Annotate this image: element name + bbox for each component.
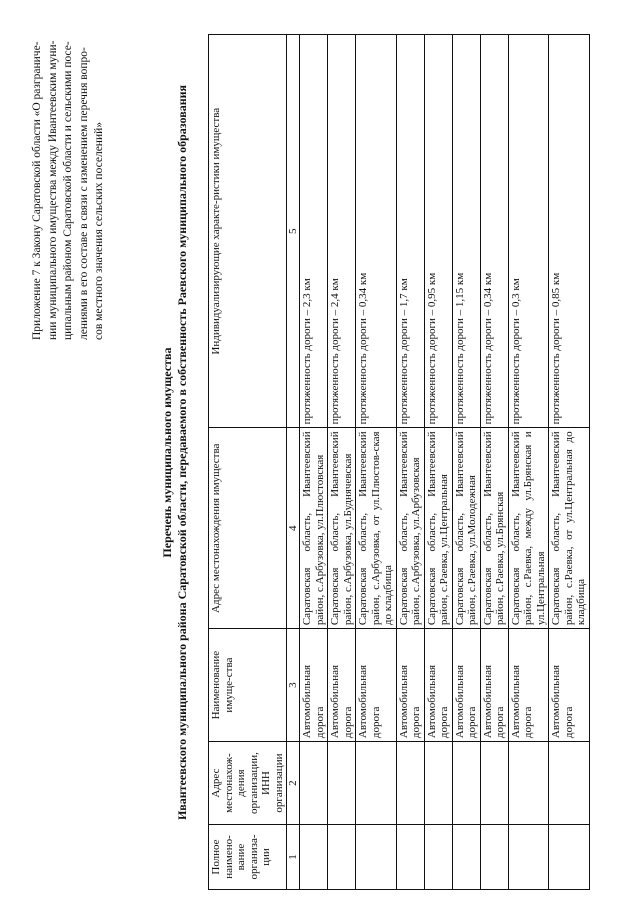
appendix-note [30, 40, 108, 340]
property-specs-cell: протяженность дороги – 0,34 км [480, 35, 508, 428]
table-header-row [209, 35, 287, 890]
property-specs-cell: протяженность дороги – 0,85 км [549, 35, 590, 428]
org-name-cell [356, 825, 397, 890]
table-body [300, 35, 590, 890]
property-address-cell: Саратовская область, Ивантеевский район, с.Арбузовка, ул.Плюстовская [300, 428, 328, 629]
org-address-cell [356, 742, 397, 825]
property-name-cell: Автомобильная дорога [328, 629, 356, 742]
org-name-cell [508, 825, 549, 890]
property-address-cell: Саратовская область, Ивантеевский район, с.Раевка, ул.Центральная [424, 428, 452, 629]
document-title [160, 30, 190, 875]
appendix-line: нии муниципального имущества между Ивантеевским муни- [46, 40, 59, 340]
property-address-cell: Саратовская область, Ивантеевский район, с.Раевка, ул.Молодежная [452, 428, 480, 629]
table-row [396, 35, 424, 890]
property-address-cell: Саратовская область, Ивантеевский район, с.Раевка, между ул.Брянская и ул.Центральная [508, 428, 549, 629]
property-address-cell: Саратовская область, Ивантеевский район, с.Раевка, ул.Брянская [480, 428, 508, 629]
title-line-1: Перечень муниципального имущества [160, 347, 174, 558]
property-specs-cell: протяженность дороги – 0,95 км [424, 35, 452, 428]
property-name-cell: Автомобильная дорога [300, 629, 328, 742]
property-specs-cell: протяженность дороги – 2,3 км [300, 35, 328, 428]
org-address-cell [549, 742, 590, 825]
header-property-name: Наименование имуще-ства [209, 629, 287, 742]
table-row [424, 35, 452, 890]
column-number-row [287, 35, 300, 890]
property-name-cell: Автомобильная дорога [452, 629, 480, 742]
property-name-cell: Автомобильная дорога [508, 629, 549, 742]
org-name-cell [328, 825, 356, 890]
property-specs-cell: протяженность дороги – 2,4 км [328, 35, 356, 428]
property-specs-cell: протяженность дороги – 1,7 км [396, 35, 424, 428]
org-name-cell [424, 825, 452, 890]
column-number: 5 [287, 35, 300, 428]
header-property-address: Адрес местонахождения имущества [209, 428, 287, 629]
org-address-cell [424, 742, 452, 825]
org-name-cell [300, 825, 328, 890]
property-name-cell: Автомобильная дорога [424, 629, 452, 742]
org-name-cell [452, 825, 480, 890]
org-name-cell [549, 825, 590, 890]
org-name-cell [480, 825, 508, 890]
property-name-cell: Автомобильная дорога [356, 629, 397, 742]
property-name-cell: Автомобильная дорога [480, 629, 508, 742]
org-address-cell [328, 742, 356, 825]
property-table [208, 34, 590, 890]
property-specs-cell: протяженность дороги – 1,15 км [452, 35, 480, 428]
table-row [508, 35, 549, 890]
header-org-address: Адрес местонахож-дения организации, ИНН организации [209, 742, 287, 825]
header-property-specs: Индивидуализирующие характе-ристики имущества [209, 35, 287, 428]
table-row [328, 35, 356, 890]
org-address-cell [452, 742, 480, 825]
appendix-line: Приложение 7 к Закону Саратовской области «О разграниче- [31, 41, 43, 340]
column-number: 1 [287, 825, 300, 890]
column-number: 3 [287, 629, 300, 742]
table-row [300, 35, 328, 890]
header-org-name: Полное наимено-вание организа-ции [209, 825, 287, 890]
column-number: 2 [287, 742, 300, 825]
org-address-cell [396, 742, 424, 825]
property-name-cell: Автомобильная дорога [396, 629, 424, 742]
org-name-cell [396, 825, 424, 890]
column-number: 4 [287, 428, 300, 629]
title-line-2: Ивантеевского муниципального района Саратовской области, передаваемого в собственность Раевского муниципального образования [175, 84, 189, 821]
property-name-cell: Автомобильная дорога [549, 629, 590, 742]
appendix-line: ципальным районом Саратовской области и сельскими посе- [62, 41, 74, 340]
property-address-cell: Саратовская область, Ивантеевский район, с.Арбузовка, ул.Арбузовская [396, 428, 424, 629]
table-row [356, 35, 397, 890]
table-row [452, 35, 480, 890]
property-specs-cell: протяженность дороги – 0,3 км [508, 35, 549, 428]
org-address-cell [508, 742, 549, 825]
org-address-cell [300, 742, 328, 825]
property-address-cell: Саратовская область, Ивантеевский район, с.Арбузовка, от ул.Плюстов-ская до кладбища [356, 428, 397, 629]
property-address-cell: Саратовская область, Ивантеевский район, с.Раевка, от ул.Центральная до кладбища [549, 428, 590, 629]
table-row [549, 35, 590, 890]
org-address-cell [480, 742, 508, 825]
table-row [480, 35, 508, 890]
appendix-line: сов местного значения сельских поселений» [93, 121, 105, 340]
appendix-line: лениями в его составе в связи с изменением перечня вопро- [77, 47, 90, 340]
property-specs-cell: протяженность дороги – 0,34 км [356, 35, 397, 428]
property-address-cell: Саратовская область, Ивантеевский район, с.Арбузовка, ул.Буднячевская [328, 428, 356, 629]
